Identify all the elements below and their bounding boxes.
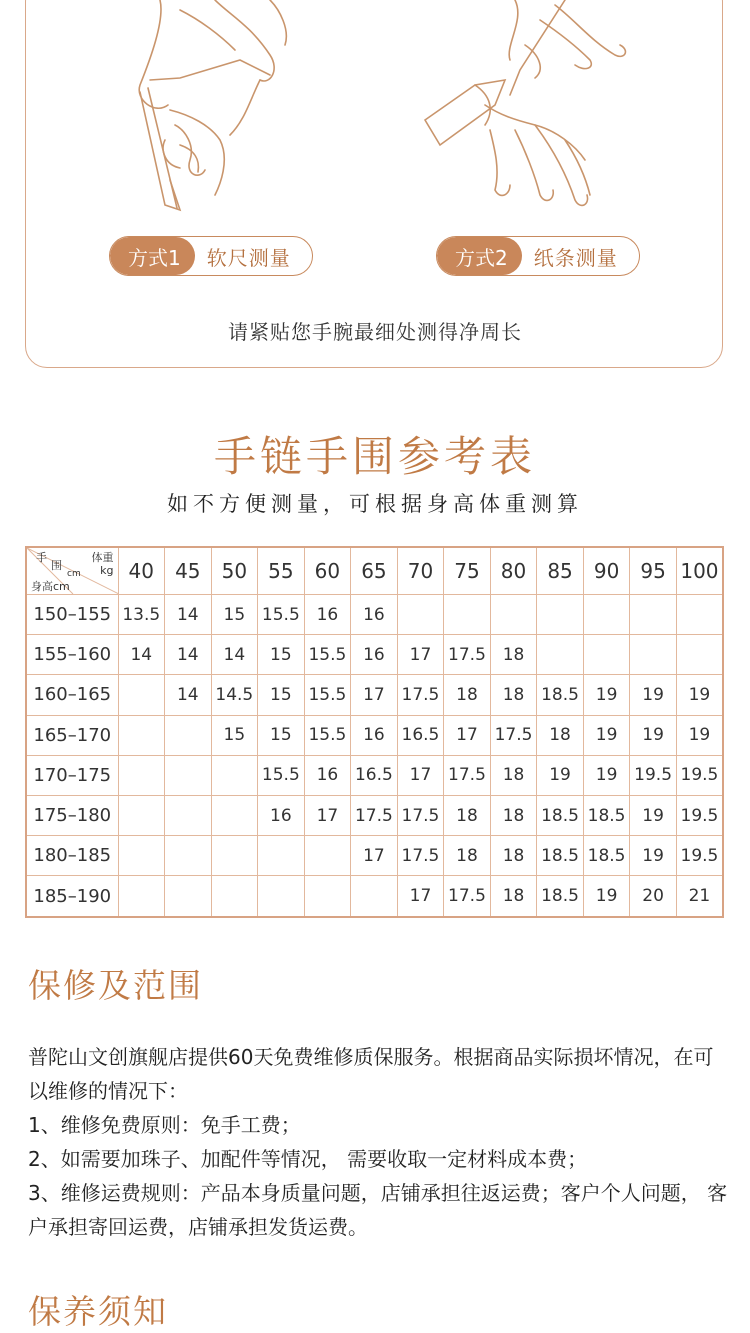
wrist-size-cell: 19.5 <box>630 755 677 795</box>
wrist-size-cell: 15.5 <box>304 635 351 675</box>
wrist-size-cell: 17.5 <box>397 836 444 876</box>
wrist-size-cell: 18 <box>490 755 537 795</box>
table-row <box>26 715 723 755</box>
wrist-size-cell <box>211 876 258 917</box>
wrist-size-cell: 15 <box>258 715 305 755</box>
method-2-label: 纸条测量 <box>533 245 618 270</box>
wrist-size-cell <box>118 675 165 715</box>
wrist-size-cell: 16.5 <box>351 755 398 795</box>
wrist-size-cell: 19 <box>583 675 630 715</box>
wrist-size-cell: 18 <box>490 836 537 876</box>
wrist-size-cell: 15.5 <box>304 675 351 715</box>
wrist-size-cell: 14 <box>165 595 212 635</box>
corner-wrist-unit: cm <box>67 569 81 579</box>
measure-note: 请紧贴您手腕最细处测得净周长 <box>228 320 522 344</box>
paper-strip-illustration <box>415 0 635 215</box>
wrist-size-cell <box>676 635 723 675</box>
wrist-size-cell: 18 <box>490 635 537 675</box>
wrist-size-cell: 19 <box>630 675 677 715</box>
next-section-title: 保养须知 <box>28 1292 168 1331</box>
size-reference-table <box>25 546 724 918</box>
wrist-size-cell <box>165 836 212 876</box>
corner-wrist-label: 手 <box>36 551 47 564</box>
wrist-size-cell <box>583 635 630 675</box>
weight-column-header: 80 <box>490 547 537 595</box>
wrist-size-cell: 17.5 <box>397 675 444 715</box>
wrist-size-cell: 19 <box>583 876 630 917</box>
wrist-size-cell <box>258 836 305 876</box>
wrist-size-cell <box>397 595 444 635</box>
wrist-size-cell <box>304 876 351 917</box>
wrist-size-cell: 18 <box>537 715 584 755</box>
wrist-size-cell <box>211 755 258 795</box>
wrist-size-cell: 15 <box>211 715 258 755</box>
weight-column-header: 75 <box>444 547 491 595</box>
wrist-size-cell: 16 <box>304 595 351 635</box>
wrist-size-cell: 19 <box>537 755 584 795</box>
wrist-size-cell: 17 <box>444 715 491 755</box>
wrist-size-cell <box>118 755 165 795</box>
weight-column-header: 60 <box>304 547 351 595</box>
wrist-size-cell: 16 <box>351 635 398 675</box>
wrist-size-cell: 17.5 <box>444 755 491 795</box>
wrist-size-cell: 19 <box>676 715 723 755</box>
wrist-size-cell: 14 <box>165 675 212 715</box>
wrist-size-cell <box>165 795 212 835</box>
wrist-size-cell <box>211 795 258 835</box>
wrist-size-cell: 19 <box>630 795 677 835</box>
wrist-size-cell: 15 <box>258 675 305 715</box>
wrist-size-cell: 17.5 <box>444 876 491 917</box>
table-row <box>26 755 723 795</box>
wrist-size-cell <box>630 595 677 635</box>
weight-column-header: 95 <box>630 547 677 595</box>
wrist-size-cell <box>118 876 165 917</box>
corner-height-label: 身高cm <box>31 580 70 593</box>
wrist-size-cell: 16.5 <box>397 715 444 755</box>
wrist-size-cell <box>490 595 537 635</box>
wrist-size-cell: 17 <box>351 675 398 715</box>
warranty-title: 保修及范围 <box>28 966 203 1005</box>
wrist-size-cell: 18 <box>490 876 537 917</box>
height-row-header: 185–190 <box>26 876 118 917</box>
wrist-size-cell: 19.5 <box>676 836 723 876</box>
weight-column-header: 45 <box>165 547 212 595</box>
warranty-line: 1、维修免费原则：免手工费； <box>28 1113 301 1137</box>
wrist-size-cell: 19 <box>583 715 630 755</box>
wrist-size-cell: 15 <box>258 635 305 675</box>
wrist-size-cell <box>304 836 351 876</box>
height-row-header: 175–180 <box>26 795 118 835</box>
height-row-header: 160–165 <box>26 675 118 715</box>
weight-column-header: 55 <box>258 547 305 595</box>
corner-wrist-label-2: 围 <box>51 559 62 572</box>
wrist-size-cell <box>165 755 212 795</box>
wrist-size-cell: 16 <box>351 595 398 635</box>
wrist-size-cell: 19 <box>676 675 723 715</box>
wrist-size-cell <box>444 595 491 635</box>
table-row <box>26 595 723 635</box>
wrist-size-cell <box>165 876 212 917</box>
table-corner-cell <box>26 547 118 595</box>
height-row-header: 155–160 <box>26 635 118 675</box>
wrist-size-cell: 14 <box>165 635 212 675</box>
wrist-size-cell: 18 <box>444 836 491 876</box>
wrist-size-cell: 18.5 <box>537 795 584 835</box>
wrist-size-cell <box>211 836 258 876</box>
wrist-size-cell <box>165 715 212 755</box>
warranty-line: 普陀山文创旗舰店提供60天免费维修质保服务。根据商品实际损坏情况，在可以维修的情况下： <box>28 1045 714 1103</box>
corner-weight-unit: kg <box>100 564 114 577</box>
method-1-number: 方式1 <box>110 237 195 275</box>
wrist-size-cell <box>583 595 630 635</box>
wrist-size-cell: 16 <box>351 715 398 755</box>
wrist-size-cell: 17 <box>304 795 351 835</box>
wrist-size-cell: 18.5 <box>537 836 584 876</box>
table-row <box>26 635 723 675</box>
wrist-size-cell: 17 <box>397 755 444 795</box>
method-2-number: 方式2 <box>437 237 522 275</box>
weight-column-header: 90 <box>583 547 630 595</box>
height-row-header: 165–170 <box>26 715 118 755</box>
wrist-size-cell: 17.5 <box>490 715 537 755</box>
size-table-subtitle: 如不方便测量，可根据身高体重测算 <box>167 492 583 516</box>
wrist-size-cell <box>630 635 677 675</box>
weight-column-header: 40 <box>118 547 165 595</box>
wrist-size-cell: 17 <box>397 635 444 675</box>
weight-column-header: 85 <box>537 547 584 595</box>
wrist-size-cell: 18 <box>490 675 537 715</box>
weight-column-header: 65 <box>351 547 398 595</box>
warranty-body <box>28 1040 728 1244</box>
wrist-size-cell: 19.5 <box>676 755 723 795</box>
wrist-size-cell <box>118 715 165 755</box>
wrist-size-cell: 17.5 <box>444 635 491 675</box>
warranty-line: 3、维修运费规则：产品本身质量问题，店铺承担往返运费；客户个人问题， 客户承担寄回运费，店铺承担发货运费。 <box>28 1181 728 1239</box>
corner-weight-label: 体重 <box>91 551 114 564</box>
wrist-size-cell: 15.5 <box>258 755 305 795</box>
wrist-size-cell: 19 <box>630 836 677 876</box>
wrist-size-cell: 18 <box>444 675 491 715</box>
size-table-title: 手链手围参考表 <box>213 432 536 481</box>
wrist-size-cell: 15 <box>211 595 258 635</box>
wrist-size-cell: 17 <box>351 836 398 876</box>
wrist-size-cell: 14 <box>211 635 258 675</box>
table-row <box>26 876 723 917</box>
wrist-size-cell: 19 <box>630 715 677 755</box>
wrist-size-cell: 19 <box>583 755 630 795</box>
wrist-size-cell: 17 <box>397 876 444 917</box>
wrist-size-cell: 18 <box>444 795 491 835</box>
weight-column-header: 100 <box>676 547 723 595</box>
warranty-line: 2、如需要加珠子、加配件等情况， 需要收取一定材料成本费； <box>28 1147 588 1171</box>
table-header-row <box>26 547 723 595</box>
method-1-badge <box>109 236 313 276</box>
wrist-size-cell: 18.5 <box>537 876 584 917</box>
wrist-size-cell: 18.5 <box>583 836 630 876</box>
wrist-size-cell: 18.5 <box>537 675 584 715</box>
table-row <box>26 836 723 876</box>
wrist-size-cell <box>537 595 584 635</box>
wrist-size-cell <box>351 876 398 917</box>
height-row-header: 150–155 <box>26 595 118 635</box>
wrist-size-cell: 14 <box>118 635 165 675</box>
wrist-size-cell: 17.5 <box>351 795 398 835</box>
weight-column-header: 70 <box>397 547 444 595</box>
table-row <box>26 795 723 835</box>
wrist-size-cell: 14.5 <box>211 675 258 715</box>
weight-column-header: 50 <box>211 547 258 595</box>
height-row-header: 170–175 <box>26 755 118 795</box>
soft-tape-illustration <box>120 0 300 215</box>
wrist-size-cell <box>676 595 723 635</box>
method-1-label: 软尺测量 <box>206 245 291 270</box>
wrist-size-cell: 17.5 <box>397 795 444 835</box>
wrist-size-cell <box>258 876 305 917</box>
wrist-size-cell: 18 <box>490 795 537 835</box>
wrist-size-cell <box>118 836 165 876</box>
table-row <box>26 675 723 715</box>
wrist-size-cell: 16 <box>304 755 351 795</box>
wrist-size-cell: 21 <box>676 876 723 917</box>
wrist-size-cell: 15.5 <box>304 715 351 755</box>
wrist-size-cell: 13.5 <box>118 595 165 635</box>
wrist-size-cell <box>118 795 165 835</box>
wrist-size-cell: 20 <box>630 876 677 917</box>
wrist-size-cell: 15.5 <box>258 595 305 635</box>
method-2-badge <box>436 236 640 276</box>
wrist-size-cell: 18.5 <box>583 795 630 835</box>
wrist-size-cell: 16 <box>258 795 305 835</box>
height-row-header: 180–185 <box>26 836 118 876</box>
wrist-size-cell <box>537 635 584 675</box>
wrist-size-cell: 19.5 <box>676 795 723 835</box>
